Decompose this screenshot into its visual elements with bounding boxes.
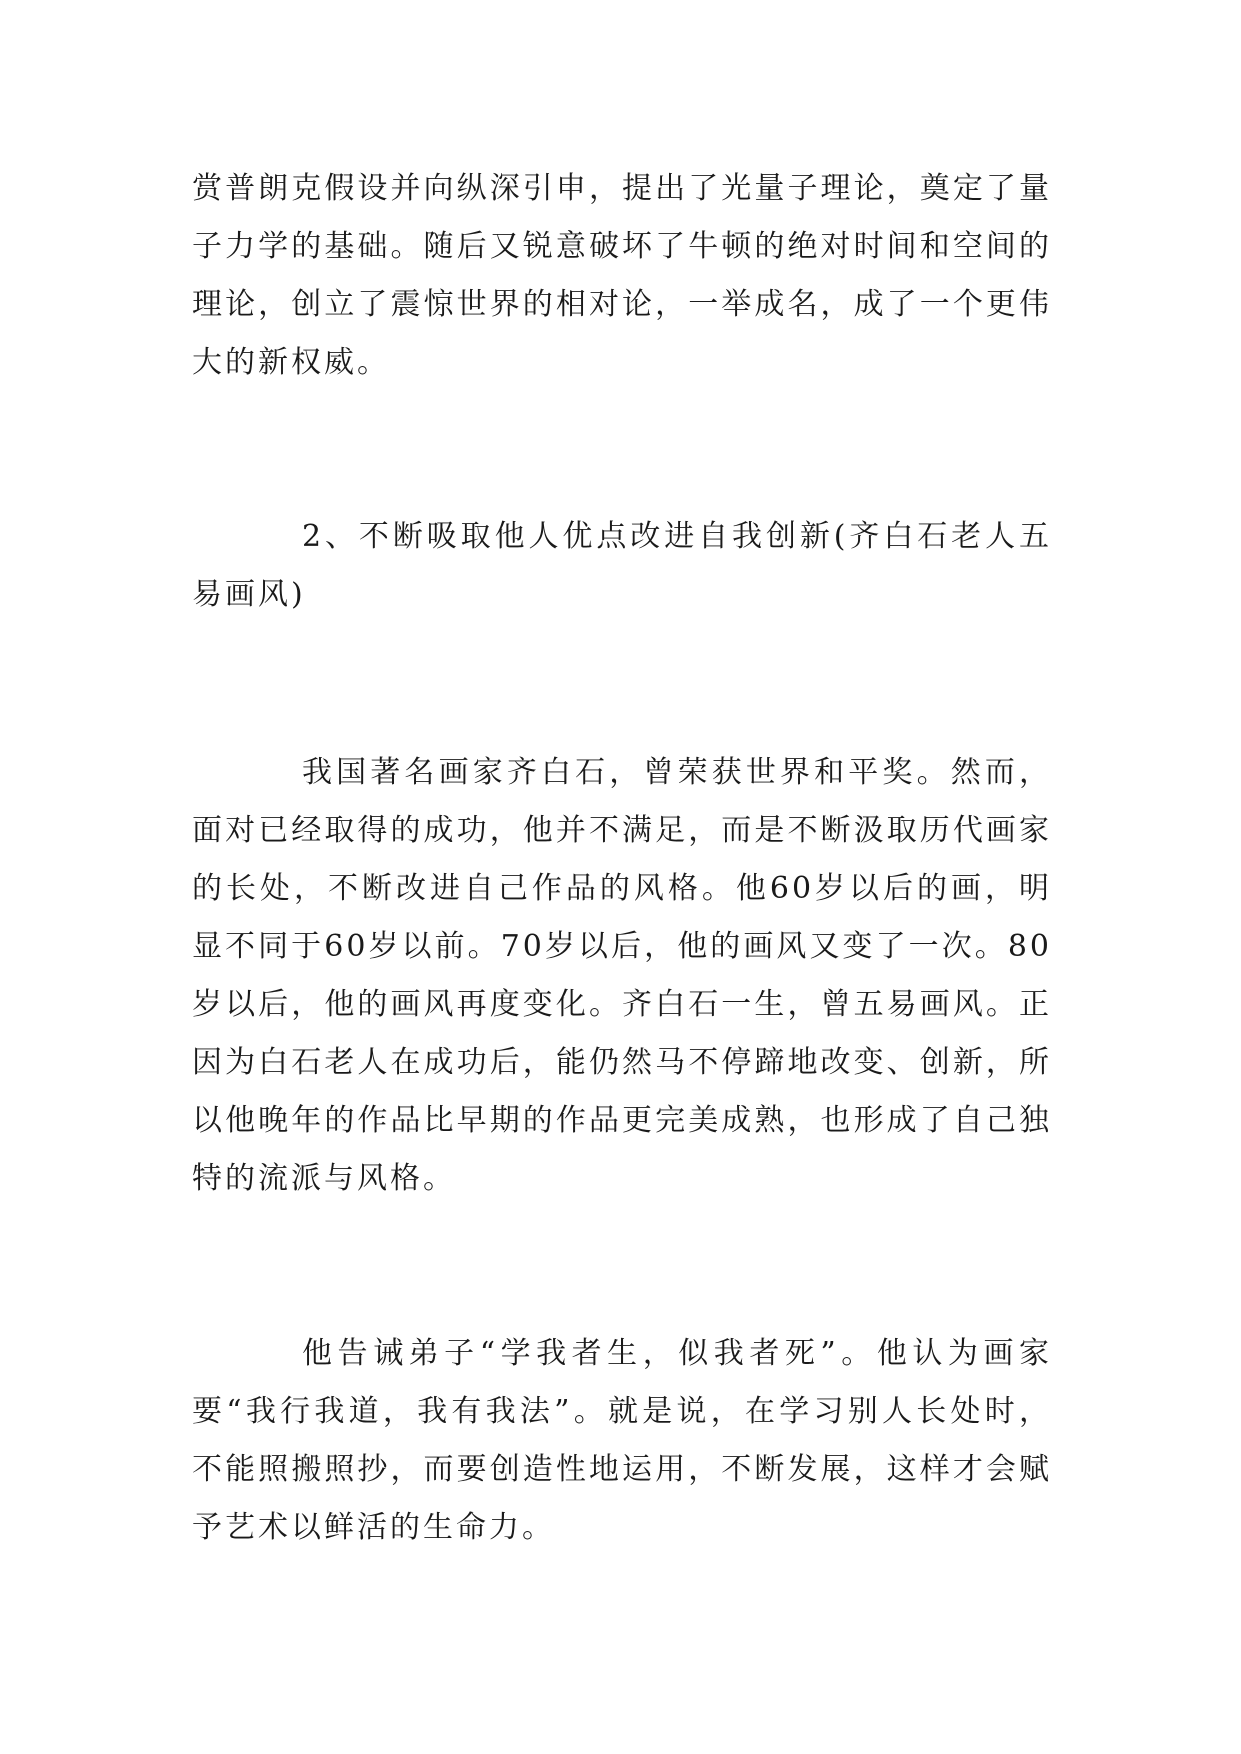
paragraph-qi-baishi-advice: 他告诫弟子“学我者生，似我者死”。他认为画家要“我行我道，我有我法”。就是说，在学习别人长处时，不能照搬照抄，而要创造性地运用，不断发展，这样才会赋予艺术以鲜活的生命力。 <box>192 1336 1052 1545</box>
paragraph-qi-baishi-styles: 我国著名画家齐白石，曾荣获世界和平奖。然而，面对已经取得的成功，他并不满足，而是不断汲取历代画家的长处，不断改进自己作品的风格。他60岁以后的画，明显不同于60岁以前。70岁以后，他的画风又变了一次。80岁以后，他的画风再度变化。齐白石一生，曾五易画风。正因为白石老人在成功后，能仍然马不停蹄地改变、创新，所以他晚年的作品比早期的作品更完美成熟，也形成了自己独特的流派与风格。 <box>192 755 1052 1196</box>
section-heading-qi-baishi: 2、不断吸取他人优点改进自我创新(齐白石老人五易画风) <box>192 519 1052 612</box>
paragraph-einstein-continuation: 赏普朗克假设并向纵深引申，提出了光量子理论，奠定了量子力学的基础。随后又锐意破坏了牛顿的绝对时间和空间的理论，创立了震惊世界的相对论，一举成名，成了一个更伟大的新权威。 <box>192 171 1052 380</box>
